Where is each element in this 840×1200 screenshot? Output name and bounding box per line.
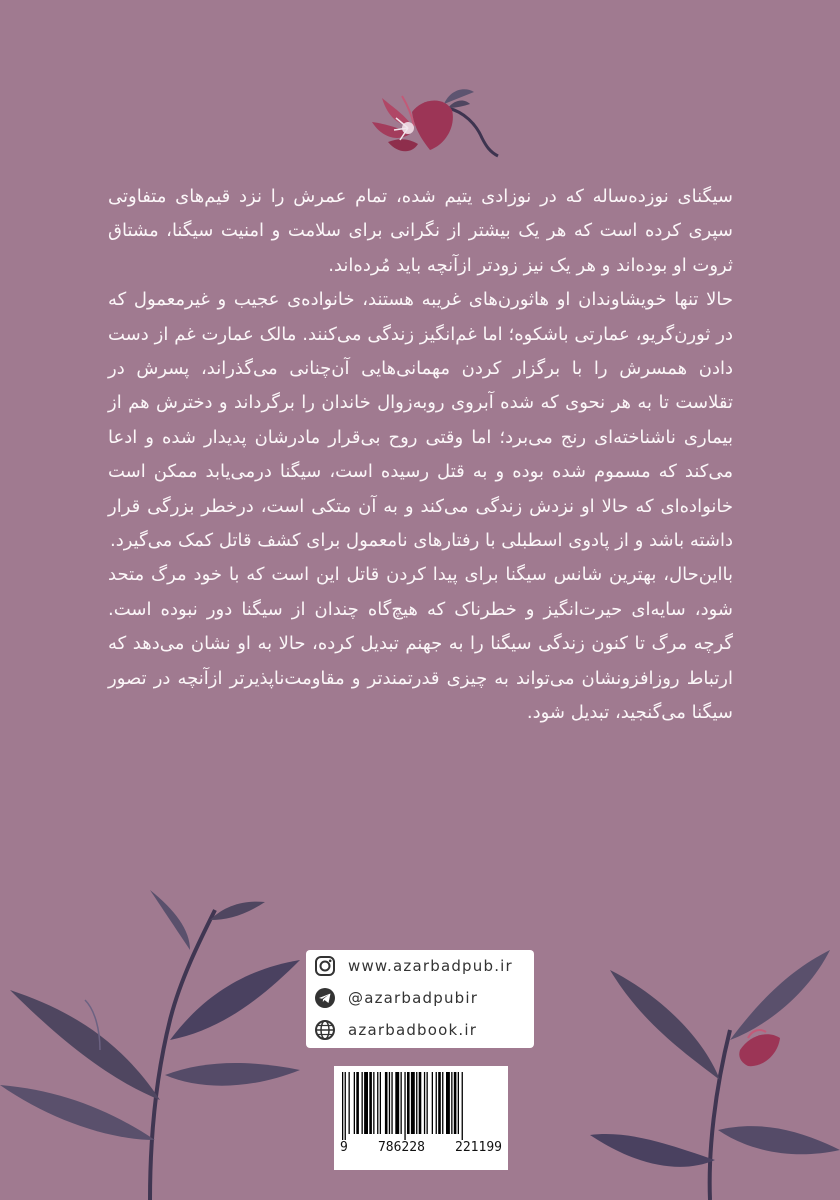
isbn-barcode — [334, 1066, 508, 1170]
paragraph-1: سیگنای نوزده‌ساله که در نوزادی یتیم شده، تمام عمرش را نزد قیم‌های متفاوتی سپری کرده است که هر یک بیشتر از نگرانی برای سلامت و امنیت سیگنا، مشتاق ثروت او بوده‌اند و هر یک نیز زودتر ازآنچه باید مُرده‌اند. — [108, 186, 733, 276]
paragraph-3: بااین‌حال، بهترین شانس سیگنا برای پیدا کردن قاتل این است که با خود مرگ متحد شود، سایه‌ای حیرت‌انگیز و خطرناک که هیچ‌گاه چندان از سیگنا دور نبوده است. گرچه مرگ تا کنون زندگی سیگنا را به جهنم تبدیل کرده، حالا به او نشان می‌دهد که ارتباط روزافزونشان می‌تواند به چیزی قدرتمندتر و مقاومت‌ناپذیرتر ازآنچه در تصور سیگنا می‌گنجید، تبدیل شود. — [108, 564, 733, 724]
barcode-bar — [349, 1072, 350, 1134]
barcode-bar — [354, 1072, 355, 1134]
contact-webstore[interactable] — [306, 1014, 534, 1046]
barcode-bar — [419, 1072, 422, 1134]
web-icon — [314, 1019, 336, 1041]
barcode-bar — [442, 1072, 443, 1134]
back-cover-text — [108, 180, 733, 731]
barcode-bar — [373, 1072, 374, 1134]
barcode-bar — [362, 1072, 363, 1134]
publisher-contacts — [306, 950, 534, 1048]
barcode-bar — [438, 1072, 441, 1134]
barcode-bar — [416, 1072, 417, 1134]
barcode-bar — [364, 1072, 368, 1134]
barcode-bar — [454, 1072, 457, 1134]
isbn-number — [340, 1140, 502, 1155]
isbn-middle: 786228 — [377, 1140, 425, 1155]
flower-illustration — [352, 78, 502, 168]
barcode-bar — [395, 1072, 399, 1134]
webstore-link[interactable]: azarbadbook.ir — [348, 1021, 478, 1039]
website-link[interactable]: www.azarbadpub.ir — [348, 957, 513, 975]
telegram-icon — [314, 987, 336, 1009]
plant-right-illustration — [590, 930, 840, 1200]
barcode-bar — [377, 1072, 378, 1134]
barcode-bar — [407, 1072, 410, 1134]
barcode-bars — [342, 1072, 500, 1140]
barcode-bar — [446, 1072, 450, 1134]
barcode-bar — [432, 1072, 433, 1134]
isbn-last: 221199 — [455, 1140, 502, 1155]
plant-left-illustration — [0, 890, 330, 1200]
barcode-bar — [391, 1072, 392, 1134]
barcode-bar — [380, 1072, 381, 1134]
telegram-handle[interactable]: @azarbadpubir — [348, 989, 479, 1007]
barcode-bar — [451, 1072, 452, 1134]
contact-telegram[interactable] — [306, 982, 534, 1014]
barcode-bar — [345, 1072, 346, 1140]
barcode-bar — [424, 1072, 425, 1134]
barcode-bar — [369, 1072, 372, 1134]
paragraph-2: حالا تنها خویشاوندان او هاثورن‌های غریبه هستند، خانواده‌ی عجیب و غیرمعمول که در ثورن‌گریو، عمارتی باشکوه؛ اما غم‌انگیز زندگی می‌کنند. مالک عمارت غم از دست دادن همسرش را با برگزار کردن مهمانی‌هایی آن‌چنانی می‌گذراند، پسرش در تقلاست تا به هر نحوی که شده آبروی روبه‌زوال خاندان را برگرداند و دخترش هم از بیماری ناشناخته‌ای رنج می‌برد؛ اما وقتی روح بی‌قرار مادرشان پدیدار شده و ادعا می‌کند که مسموم شده بوده و به قتل رسیده است، سیگنا درمی‌یابد ممکن است خانواده‌ای که حالا او نزدش زندگی می‌کند و به آن متکی است، درخطر بزرگی قرار داشته باشد و از پادوی اسطبلی با رفتارهای نامعمول برای کشف قاتل کمک می‌گیرد. — [108, 289, 733, 552]
barcode-bar — [389, 1072, 390, 1134]
barcode-bar — [401, 1072, 402, 1134]
barcode-bar — [462, 1072, 463, 1140]
instagram-icon — [314, 955, 336, 977]
barcode-bar — [458, 1072, 459, 1134]
barcode-bar — [356, 1072, 359, 1134]
barcode-bar — [404, 1072, 405, 1140]
barcode-bar — [436, 1072, 437, 1134]
barcode-bar — [385, 1072, 388, 1134]
barcode-bar — [342, 1072, 343, 1140]
isbn-first: 9 — [340, 1140, 348, 1155]
contact-website[interactable] — [306, 950, 534, 982]
barcode-bar — [427, 1072, 428, 1134]
barcode-bar — [411, 1072, 415, 1134]
